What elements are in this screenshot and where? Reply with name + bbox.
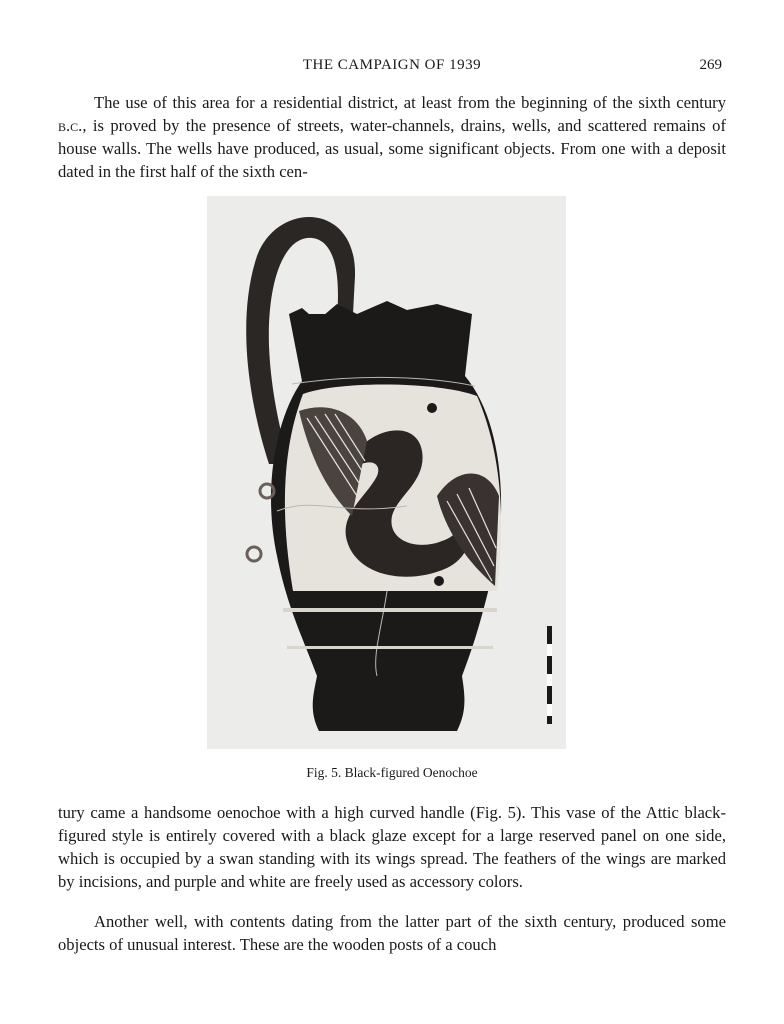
scale-bar xyxy=(547,626,552,724)
vase-foot xyxy=(313,676,465,731)
era-abbreviation: b.c. xyxy=(58,116,83,135)
figure-oenochoe-photo xyxy=(207,196,566,749)
rosette-left-2 xyxy=(247,547,261,561)
vase-band-upper xyxy=(283,608,497,612)
paragraph-intro-text-a: The use of this area for a residential district, at least from the beginning of the sixth century xyxy=(94,93,726,112)
paragraph-intro xyxy=(58,91,726,183)
paragraph-description: tury came a handsome oenochoe with a high curved handle (Fig. 5). This vase of the Attic black-figured style is entirely covered with a black glaze except for a large reserved panel on one side, which is occupied by a swan standing with its wings spread. The feathers of the wings are marked by incisions, and purple and white are freely used as accessory colors. xyxy=(58,803,726,891)
page-header xyxy=(0,57,784,79)
paragraph-second-well: Another well, with contents dating from the latter part of the sixth century, produced some objects of unusual interest. These are the wooden posts of a couch xyxy=(58,912,726,954)
paragraph-intro-text-b: , is proved by the presence of streets, water-channels, drains, wells, and scattered remains of house walls. The wells have produced, as usual, some significant objects. From one with a deposit dated in the first half of the sixth cen- xyxy=(58,116,726,181)
running-title: THE CAMPAIGN OF 1939 xyxy=(302,57,482,73)
vase-band-lower xyxy=(287,646,493,649)
oenochoe-illustration xyxy=(207,196,566,749)
rosette-upper-right xyxy=(427,403,437,413)
rosette-right xyxy=(434,576,444,586)
page-number: 269 xyxy=(699,57,722,73)
figure-caption: Fig. 5. Black-figured Oenochoe xyxy=(306,765,478,780)
